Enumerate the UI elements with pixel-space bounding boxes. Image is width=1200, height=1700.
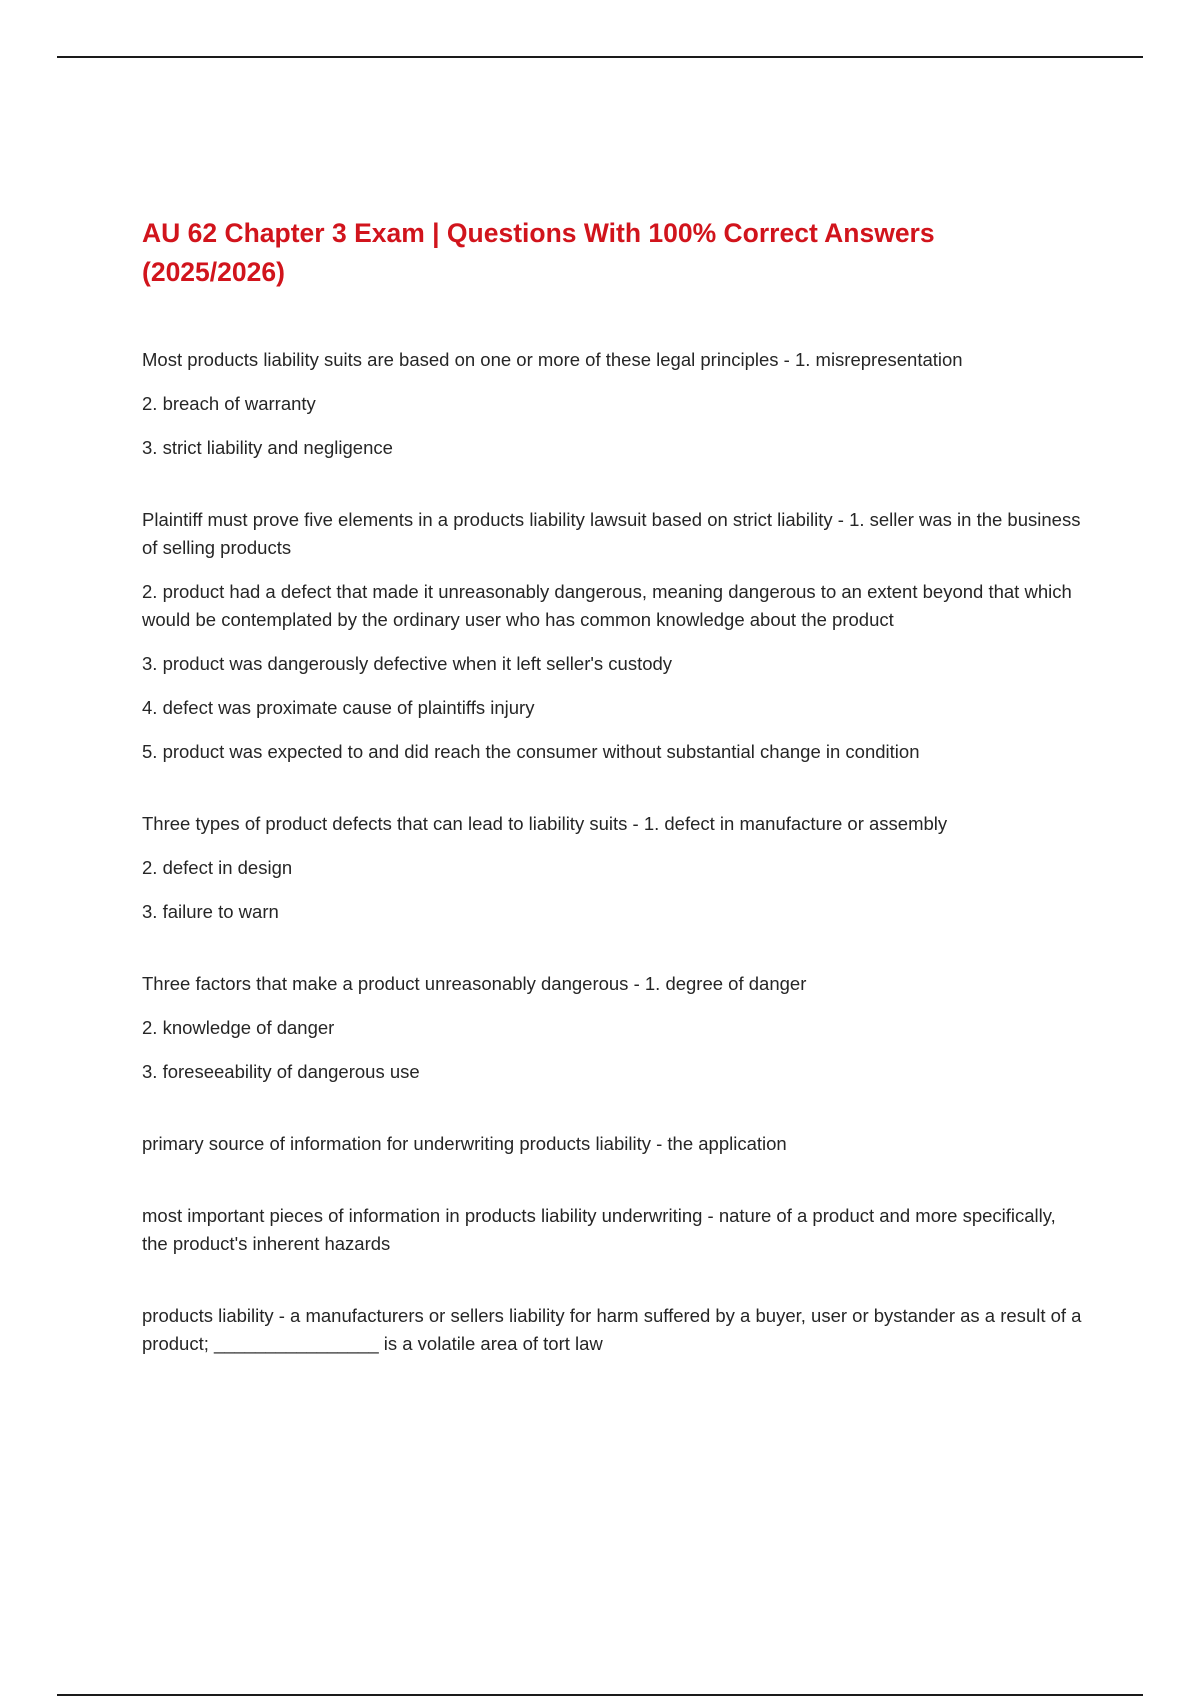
qa-item (142, 970, 1082, 1086)
qa-line: Three types of product defects that can lead to liability suits - 1. defect in manufacture or assembly (142, 813, 948, 834)
qa-line: most important pieces of information in products liability underwriting - nature of a product and more specifically, the product's inherent hazards (142, 1205, 1056, 1254)
qa-line: Three factors that make a product unreasonably dangerous - 1. degree of danger (142, 973, 807, 994)
qa-line: 4. defect was proximate cause of plaintiffs injury (142, 697, 535, 718)
qa-line: Plaintiff must prove five elements in a products liability lawsuit based on strict liability - 1. seller was in the business of selling products (142, 509, 1081, 558)
qa-line: 3. foreseeability of dangerous use (142, 1061, 420, 1082)
qa-item (142, 506, 1082, 766)
qa-line: 3. strict liability and negligence (142, 437, 393, 458)
qa-line: primary source of information for underwriting products liability - the application (142, 1133, 787, 1154)
qa-line: 2. product had a defect that made it unreasonably dangerous, meaning dangerous to an extent beyond that which would be contemplated by the ordinary user who has common knowledge about the product (142, 581, 1072, 630)
bottom-rule (57, 1694, 1143, 1696)
qa-line: 2. knowledge of danger (142, 1017, 335, 1038)
qa-line: 5. product was expected to and did reach the consumer without substantial change in condition (142, 741, 920, 762)
top-rule (57, 56, 1143, 58)
document-content (142, 214, 1082, 1402)
qa-item (142, 1302, 1082, 1358)
qa-list (142, 346, 1082, 1358)
qa-line: 2. breach of warranty (142, 393, 316, 414)
qa-line: 3. product was dangerously defective when it left seller's custody (142, 653, 673, 674)
document-title: AU 62 Chapter 3 Exam | Questions With 100% Correct Answers (2025/2026) (142, 218, 935, 287)
qa-line: Most products liability suits are based on one or more of these legal principles - 1. misrepresentation (142, 349, 963, 370)
qa-line: 3. failure to warn (142, 901, 279, 922)
qa-item (142, 346, 1082, 462)
qa-line: 2. defect in design (142, 857, 293, 878)
qa-line: products liability - a manufacturers or sellers liability for harm suffered by a buyer, user or bystander as a result of a product; ________________ is a volatile area of tort law (142, 1305, 1082, 1354)
qa-item (142, 1202, 1082, 1258)
qa-item (142, 1130, 1082, 1158)
qa-item (142, 810, 1082, 926)
